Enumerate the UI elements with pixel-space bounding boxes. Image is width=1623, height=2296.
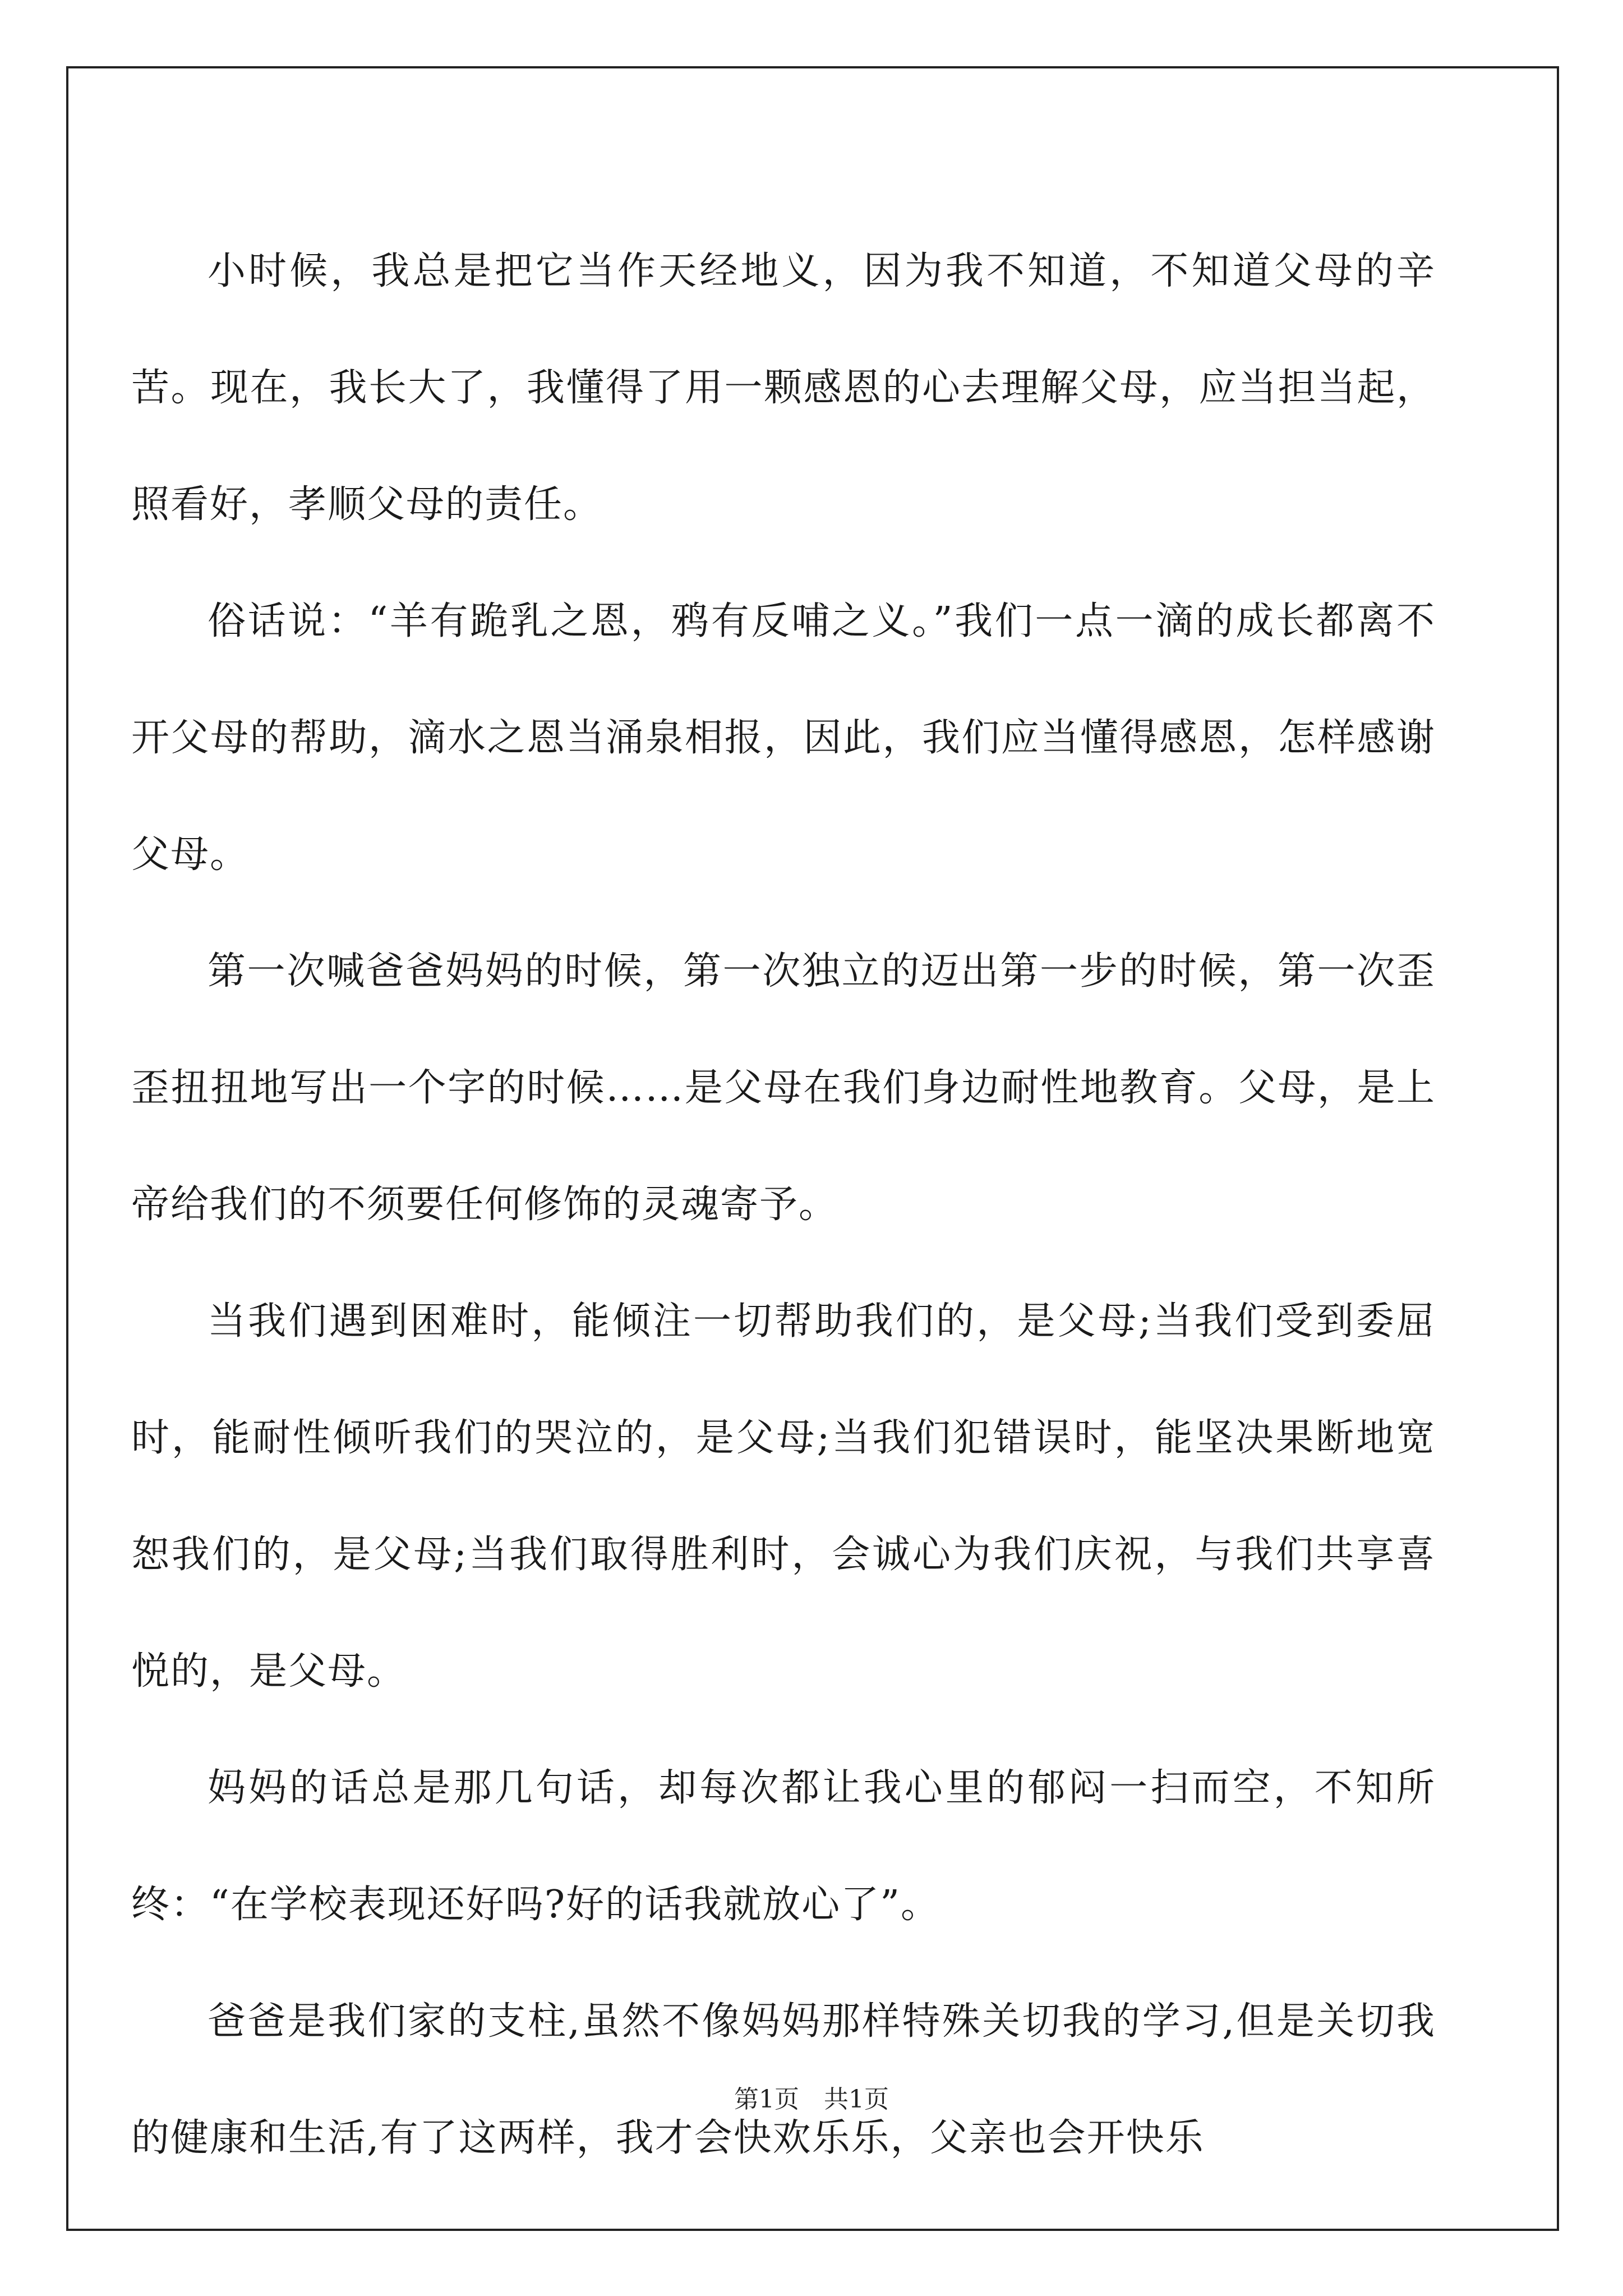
- paragraph-4: 当我们遇到困难时，能倾注一切帮助我们的，是父母;当我们受到委屈时，能耐性倾听我们的哭泣的，是父母;当我们犯错误时，能坚决果断地宽恕我们的，是父母;当我们取得胜利时，会诚心为我们庆祝，与我们共享喜悦的，是父母。: [131, 1299, 1436, 1694]
- page-number-footer: 第1页 共1页: [734, 2085, 889, 2114]
- paragraph-2: 俗话说：“羊有跪乳之恩，鸦有反哺之义。”我们一点一滴的成长都离不开父母的帮助，滴水之恩当涌泉相报，因此，我们应当懂得感恩，怎样感谢父母。: [131, 599, 1436, 877]
- paragraph-3: 第一次喊爸爸妈妈的时候，第一次独立的迈出第一步的时候，第一次歪歪扭扭地写出一个字的时候……是父母在我们身边耐性地教育。父母，是上帝给我们的不须要任何修饰的灵魂寄予。: [131, 949, 1436, 1227]
- document-body: [131, 213, 1436, 2197]
- paragraph-1: 小时候，我总是把它当作天经地义，因为我不知道，不知道父母的辛苦。现在，我长大了，我懂得了用一颗感恩的心去理解父母，应当担当起，照看好，孝顺父母的责任。: [131, 249, 1436, 527]
- paragraph-6: 爸爸是我们家的支柱,虽然不像妈妈那样特殊关切我的学习,但是关切我的健康和生活,有了这两样，我才会快欢乐乐，父亲也会开快乐: [131, 1999, 1436, 2160]
- paragraph-5: 妈妈的话总是那几句话，却每次都让我心里的郁闷一扫而空，不知所终：“在学校表现还好吗?好的话我就放心了”。: [131, 1766, 1436, 1927]
